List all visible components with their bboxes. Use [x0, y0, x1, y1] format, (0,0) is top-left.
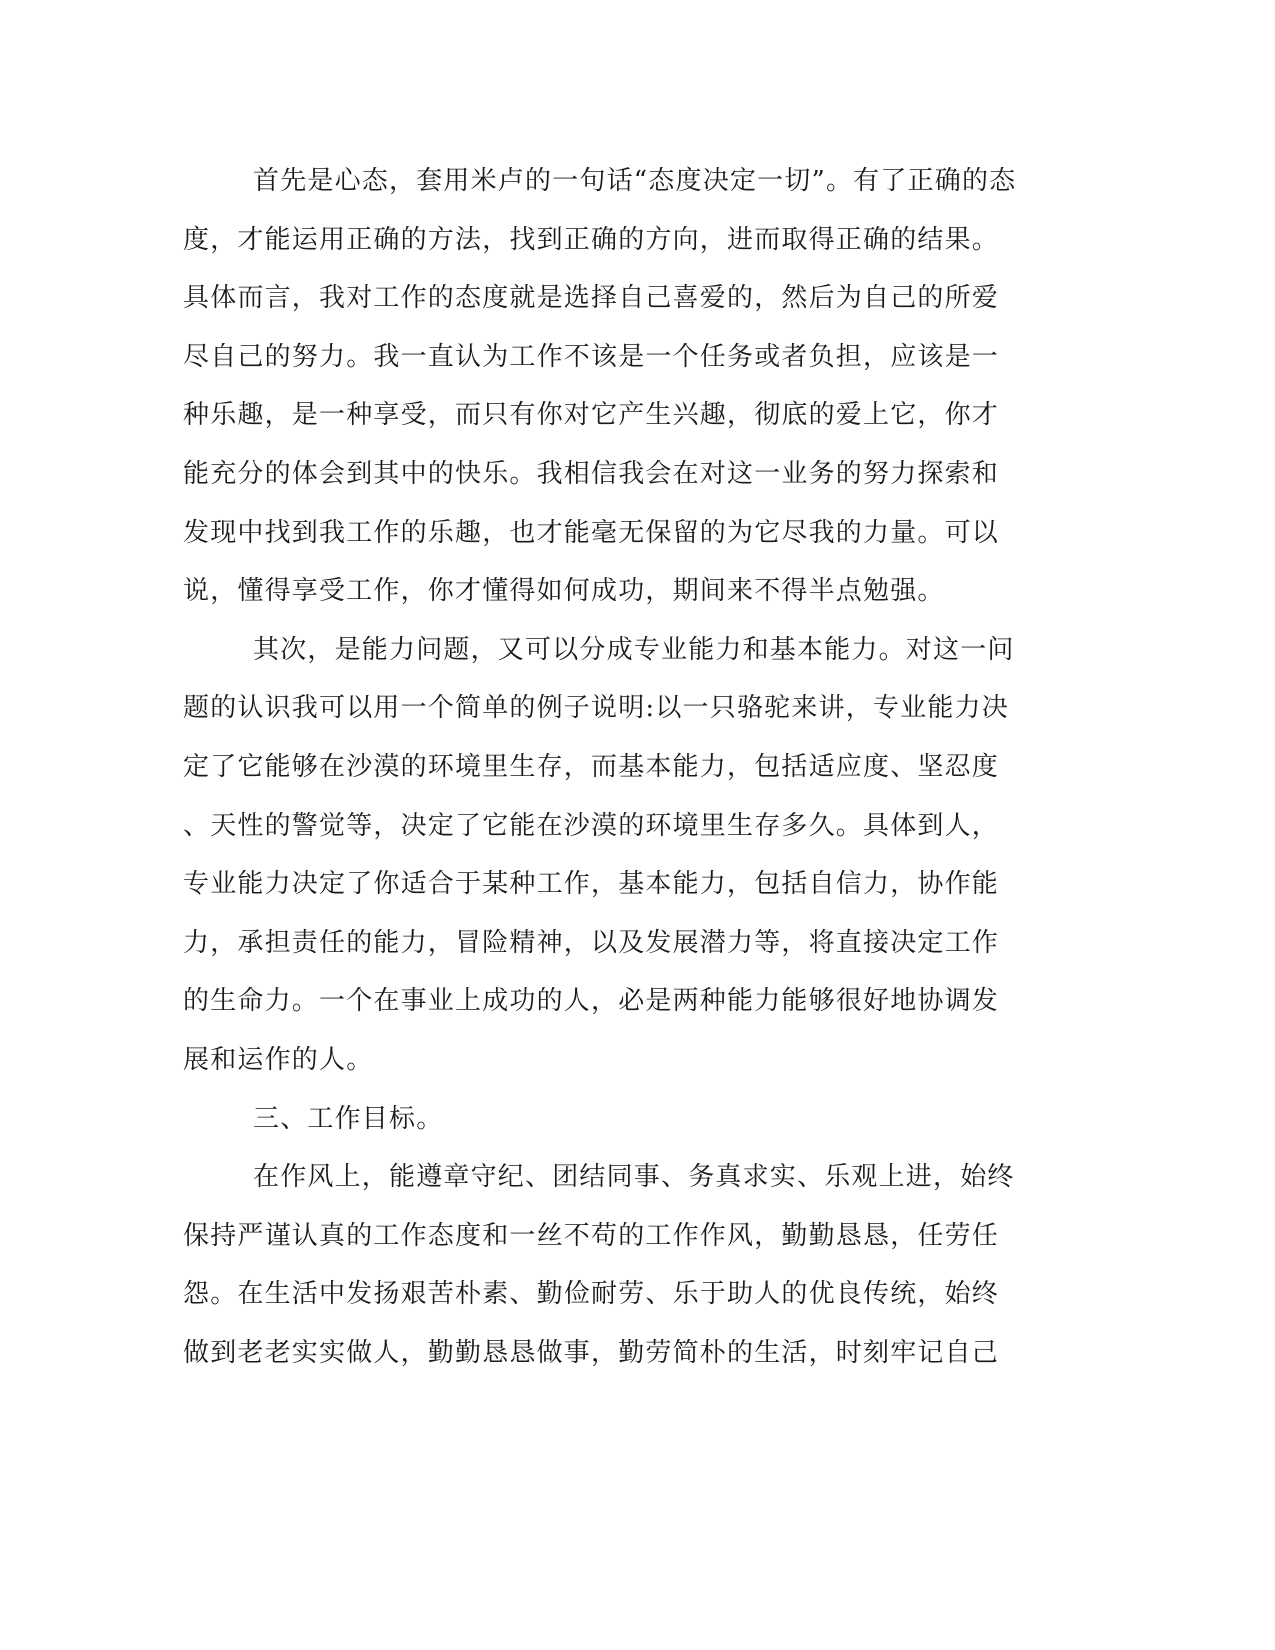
text-line: 其次，是能力问题，又可以分成专业能力和基本能力。对这一问	[253, 634, 1015, 665]
body-text	[183, 152, 1028, 1382]
text-line: 力，承担责任的能力，冒险精神，以及发展潜力等，将直接决定工作	[183, 927, 1000, 958]
text-line: 度，才能运用正确的方法，找到正确的方向，进而取得正确的结果。	[183, 224, 1000, 255]
text-line: 说，懂得享受工作，你才懂得如何成功，期间来不得半点勉强。	[183, 576, 945, 607]
text-line: 首先是心态，套用米卢的一句话“态度决定一切”。有了正确的态	[253, 166, 1017, 196]
text-line: 题的认识我可以用一个简单的例子说明:以一只骆驼来讲，专业能力决	[183, 693, 1009, 724]
text-line: 具体而言，我对工作的态度就是选择自己喜爱的，然后为自己的所爱	[183, 283, 1000, 314]
text-line: 怨。在生活中发扬艰苦朴素、勤俭耐劳、乐于助人的优良传统，始终	[183, 1279, 1000, 1310]
text-line: 能充分的体会到其中的快乐。我相信我会在对这一业务的努力探索和	[183, 458, 1000, 489]
text-line: 、天性的警觉等，决定了它能在沙漠的环境里生存多久。具体到人，	[183, 810, 1000, 841]
text-line: 做到老老实实做人，勤勤恳恳做事，勤劳简朴的生活，时刻牢记自己	[183, 1337, 1000, 1368]
text-line: 在作风上，能遵章守纪、团结同事、务真求实、乐观上进，始终	[253, 1162, 1015, 1193]
text-line: 专业能力决定了你适合于某种工作，基本能力，包括自信力，协作能	[183, 869, 1000, 900]
text-line: 尽自己的努力。我一直认为工作不该是一个任务或者负担，应该是一	[183, 341, 1000, 372]
text-line: 保持严谨认真的工作态度和一丝不苟的工作作风，勤勤恳恳，任劳任	[183, 1220, 1000, 1251]
text-line: 的生命力。一个在事业上成功的人，必是两种能力能够很好地协调发	[183, 986, 1000, 1017]
text-line: 展和运作的人。	[183, 1044, 374, 1075]
text-line: 定了它能够在沙漠的环境里生存，而基本能力，包括适应度、坚忍度	[183, 751, 1000, 782]
section-heading: 三、工作目标。	[253, 1103, 444, 1134]
text-line: 发现中找到我工作的乐趣，也才能毫无保留的为它尽我的力量。可以	[183, 517, 1000, 548]
text-line: 种乐趣，是一种享受，而只有你对它产生兴趣，彻底的爱上它，你才	[183, 400, 1000, 431]
